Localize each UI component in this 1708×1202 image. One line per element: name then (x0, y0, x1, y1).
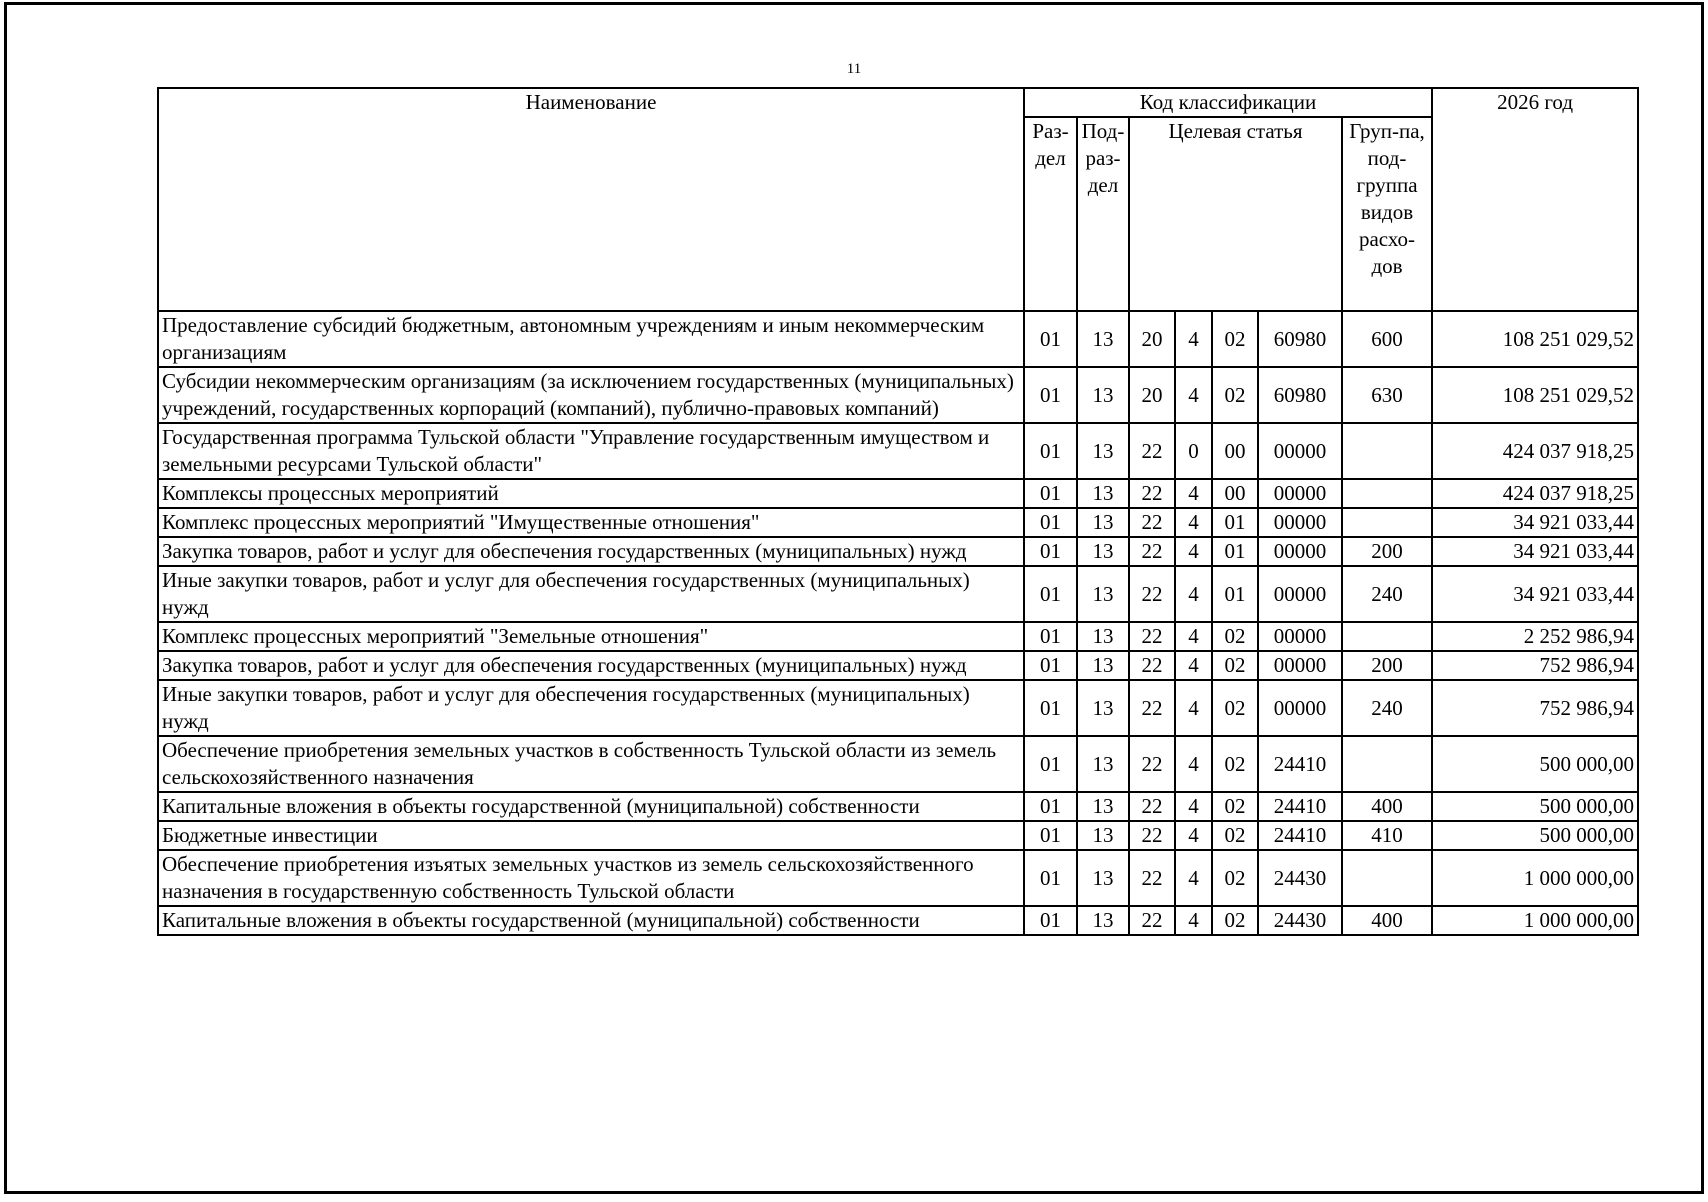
cell-target-type: 4 (1175, 651, 1212, 680)
table-row (158, 622, 1638, 651)
table-row (158, 850, 1638, 906)
cell-target-direction: 00000 (1258, 423, 1342, 479)
cell-name: Предоставление субсидий бюджетным, автономным учреждениям и иным некоммерческим организациям (158, 311, 1024, 367)
cell-target-type: 4 (1175, 537, 1212, 566)
cell-target-direction: 24430 (1258, 850, 1342, 906)
cell-target-type: 4 (1175, 508, 1212, 537)
cell-target-structure: 01 (1212, 537, 1258, 566)
cell-expense-group: 240 (1342, 566, 1432, 622)
cell-expense-group (1342, 508, 1432, 537)
cell-target-structure: 02 (1212, 651, 1258, 680)
cell-subsection: 13 (1077, 736, 1129, 792)
cell-target-program: 22 (1129, 736, 1175, 792)
cell-target-structure: 02 (1212, 792, 1258, 821)
cell-amount: 500 000,00 (1432, 736, 1638, 792)
cell-target-type: 4 (1175, 479, 1212, 508)
cell-target-structure: 00 (1212, 479, 1258, 508)
cell-target-type: 4 (1175, 736, 1212, 792)
table-row (158, 508, 1638, 537)
cell-amount: 108 251 029,52 (1432, 311, 1638, 367)
cell-subsection: 13 (1077, 479, 1129, 508)
cell-section: 01 (1024, 566, 1077, 622)
cell-expense-group: 200 (1342, 651, 1432, 680)
cell-expense-group: 200 (1342, 537, 1432, 566)
cell-target-type: 4 (1175, 792, 1212, 821)
header-section: Раз-дел (1024, 117, 1077, 311)
cell-target-structure: 02 (1212, 736, 1258, 792)
cell-target-program: 20 (1129, 311, 1175, 367)
cell-target-direction: 00000 (1258, 537, 1342, 566)
cell-subsection: 13 (1077, 906, 1129, 935)
cell-target-structure: 02 (1212, 850, 1258, 906)
cell-name: Комплексы процессных мероприятий (158, 479, 1024, 508)
cell-subsection: 13 (1077, 537, 1129, 566)
cell-amount: 1 000 000,00 (1432, 850, 1638, 906)
cell-target-structure: 02 (1212, 680, 1258, 736)
cell-subsection: 13 (1077, 508, 1129, 537)
header-target-article: Целевая статья (1129, 117, 1342, 311)
cell-target-program: 22 (1129, 423, 1175, 479)
cell-subsection: 13 (1077, 821, 1129, 850)
cell-target-structure: 00 (1212, 423, 1258, 479)
cell-subsection: 13 (1077, 622, 1129, 651)
cell-target-program: 22 (1129, 792, 1175, 821)
table-row (158, 821, 1638, 850)
cell-subsection: 13 (1077, 651, 1129, 680)
cell-amount: 34 921 033,44 (1432, 566, 1638, 622)
cell-amount: 424 037 918,25 (1432, 423, 1638, 479)
cell-target-direction: 00000 (1258, 566, 1342, 622)
cell-target-program: 22 (1129, 479, 1175, 508)
cell-target-structure: 02 (1212, 906, 1258, 935)
cell-name: Капитальные вложения в объекты государственной (муниципальной) собственности (158, 792, 1024, 821)
table-row (158, 423, 1638, 479)
cell-target-type: 4 (1175, 367, 1212, 423)
cell-section: 01 (1024, 622, 1077, 651)
table-row (158, 736, 1638, 792)
cell-name: Капитальные вложения в объекты государственной (муниципальной) собственности (158, 906, 1024, 935)
cell-section: 01 (1024, 850, 1077, 906)
cell-target-structure: 01 (1212, 508, 1258, 537)
cell-target-program: 22 (1129, 622, 1175, 651)
cell-name: Государственная программа Тульской области "Управление государственным имуществом и земельными ресурсами Тульской области" (158, 423, 1024, 479)
cell-target-structure: 01 (1212, 566, 1258, 622)
cell-expense-group (1342, 850, 1432, 906)
cell-name: Бюджетные инвестиции (158, 821, 1024, 850)
header-group: Груп-па, под-группа видов расхо-дов (1342, 117, 1432, 311)
cell-target-structure: 02 (1212, 311, 1258, 367)
cell-target-program: 22 (1129, 821, 1175, 850)
cell-name: Иные закупки товаров, работ и услуг для обеспечения государственных (муниципальных) нужд (158, 680, 1024, 736)
header-classification: Код классификации (1024, 88, 1432, 117)
cell-target-direction: 24410 (1258, 821, 1342, 850)
cell-name: Субсидии некоммерческим организациям (за исключением государственных (муниципальных) учреждений, государственных корпораций (компаний), публично-правовых компаний) (158, 367, 1024, 423)
cell-name: Закупка товаров, работ и услуг для обеспечения государственных (муниципальных) нужд (158, 651, 1024, 680)
cell-expense-group (1342, 736, 1432, 792)
cell-name: Обеспечение приобретения изъятых земельных участков из земель сельскохозяйственного назначения в государственную собственность Тульской области (158, 850, 1024, 906)
cell-target-direction: 00000 (1258, 508, 1342, 537)
cell-target-program: 22 (1129, 566, 1175, 622)
cell-target-structure: 02 (1212, 821, 1258, 850)
cell-target-type: 4 (1175, 566, 1212, 622)
table-row (158, 680, 1638, 736)
cell-target-program: 22 (1129, 906, 1175, 935)
cell-subsection: 13 (1077, 850, 1129, 906)
cell-amount: 2 252 986,94 (1432, 622, 1638, 651)
cell-expense-group: 400 (1342, 906, 1432, 935)
cell-expense-group: 240 (1342, 680, 1432, 736)
cell-amount: 424 037 918,25 (1432, 479, 1638, 508)
cell-target-program: 22 (1129, 850, 1175, 906)
cell-target-structure: 02 (1212, 367, 1258, 423)
cell-expense-group (1342, 423, 1432, 479)
cell-target-program: 22 (1129, 537, 1175, 566)
cell-section: 01 (1024, 537, 1077, 566)
cell-name: Комплекс процессных мероприятий "Земельные отношения" (158, 622, 1024, 651)
header-year: 2026 год (1432, 88, 1638, 311)
cell-expense-group: 600 (1342, 311, 1432, 367)
cell-target-direction: 24430 (1258, 906, 1342, 935)
cell-amount: 1 000 000,00 (1432, 906, 1638, 935)
table-row (158, 367, 1638, 423)
cell-amount: 34 921 033,44 (1432, 508, 1638, 537)
header-name: Наименование (158, 88, 1024, 311)
cell-section: 01 (1024, 479, 1077, 508)
cell-name: Комплекс процессных мероприятий "Имущественные отношения" (158, 508, 1024, 537)
cell-amount: 108 251 029,52 (1432, 367, 1638, 423)
cell-target-program: 22 (1129, 680, 1175, 736)
cell-subsection: 13 (1077, 792, 1129, 821)
cell-target-direction: 00000 (1258, 479, 1342, 508)
cell-target-direction: 60980 (1258, 311, 1342, 367)
cell-subsection: 13 (1077, 680, 1129, 736)
cell-section: 01 (1024, 311, 1077, 367)
header-subsection: Под-раз-дел (1077, 117, 1129, 311)
cell-target-program: 22 (1129, 651, 1175, 680)
cell-target-type: 4 (1175, 906, 1212, 935)
table-row (158, 566, 1638, 622)
cell-target-type: 4 (1175, 311, 1212, 367)
cell-target-direction: 60980 (1258, 367, 1342, 423)
table-row (158, 479, 1638, 508)
cell-target-type: 0 (1175, 423, 1212, 479)
cell-target-direction: 00000 (1258, 651, 1342, 680)
cell-section: 01 (1024, 792, 1077, 821)
table-row (158, 906, 1638, 935)
table-row (158, 651, 1638, 680)
cell-target-structure: 02 (1212, 622, 1258, 651)
cell-name: Иные закупки товаров, работ и услуг для обеспечения государственных (муниципальных) нужд (158, 566, 1024, 622)
cell-subsection: 13 (1077, 423, 1129, 479)
cell-target-type: 4 (1175, 622, 1212, 651)
cell-target-program: 22 (1129, 508, 1175, 537)
cell-target-type: 4 (1175, 680, 1212, 736)
cell-section: 01 (1024, 508, 1077, 537)
cell-amount: 500 000,00 (1432, 821, 1638, 850)
table-row (158, 792, 1638, 821)
cell-target-direction: 00000 (1258, 622, 1342, 651)
cell-target-direction: 24410 (1258, 792, 1342, 821)
cell-expense-group: 630 (1342, 367, 1432, 423)
cell-section: 01 (1024, 906, 1077, 935)
budget-table (157, 87, 1639, 936)
table-row (158, 537, 1638, 566)
cell-section: 01 (1024, 651, 1077, 680)
cell-subsection: 13 (1077, 566, 1129, 622)
cell-amount: 500 000,00 (1432, 792, 1638, 821)
cell-expense-group: 410 (1342, 821, 1432, 850)
cell-section: 01 (1024, 736, 1077, 792)
cell-section: 01 (1024, 821, 1077, 850)
cell-section: 01 (1024, 680, 1077, 736)
cell-expense-group (1342, 479, 1432, 508)
document-page (4, 2, 1704, 1194)
cell-subsection: 13 (1077, 367, 1129, 423)
cell-section: 01 (1024, 423, 1077, 479)
cell-target-direction: 00000 (1258, 680, 1342, 736)
header-row-1 (158, 88, 1638, 117)
page-number: 11 (846, 61, 862, 77)
cell-expense-group (1342, 622, 1432, 651)
cell-target-direction: 24410 (1258, 736, 1342, 792)
cell-amount: 752 986,94 (1432, 651, 1638, 680)
cell-name: Обеспечение приобретения земельных участков в собственность Тульской области из земель сельскохозяйственного назначения (158, 736, 1024, 792)
cell-amount: 34 921 033,44 (1432, 537, 1638, 566)
cell-section: 01 (1024, 367, 1077, 423)
cell-name: Закупка товаров, работ и услуг для обеспечения государственных (муниципальных) нужд (158, 537, 1024, 566)
cell-amount: 752 986,94 (1432, 680, 1638, 736)
cell-expense-group: 400 (1342, 792, 1432, 821)
cell-subsection: 13 (1077, 311, 1129, 367)
table-row (158, 311, 1638, 367)
cell-target-type: 4 (1175, 821, 1212, 850)
cell-target-type: 4 (1175, 850, 1212, 906)
cell-target-program: 20 (1129, 367, 1175, 423)
table-body (158, 311, 1638, 935)
